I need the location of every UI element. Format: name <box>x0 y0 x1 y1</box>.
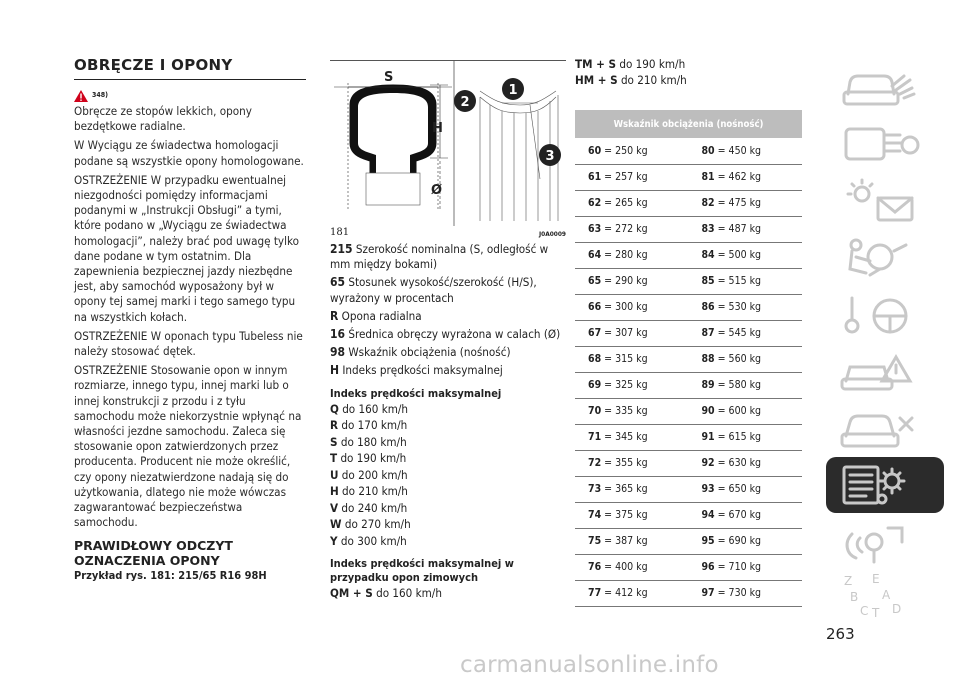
table-row <box>575 294 802 320</box>
table-cell: 83 = 487 kg <box>688 216 802 242</box>
page-number: 263 <box>826 625 855 643</box>
table-cell: 87 = 545 kg <box>688 320 802 346</box>
table-row <box>575 424 802 450</box>
table-cell: 81 = 462 kg <box>688 164 802 190</box>
table-row <box>575 528 802 554</box>
watermark: carmanualsonline.info <box>460 652 719 678</box>
speed-item: Q do 160 km/h <box>330 401 409 416</box>
warning-ref-number: 348) <box>92 91 109 99</box>
figure-caption <box>330 227 566 238</box>
table-cell: 94 = 670 kg <box>688 502 802 528</box>
column-load-index <box>575 56 802 607</box>
tab-lights[interactable] <box>826 115 944 171</box>
table-cell: 80 = 450 kg <box>688 138 802 164</box>
definition-item: R Opona radialna <box>330 308 422 323</box>
technical-data-icon <box>826 457 944 513</box>
table-row <box>575 138 802 164</box>
table-cell: 76 = 400 kg <box>575 554 688 580</box>
speed-item: U do 200 km/h <box>330 467 408 482</box>
section-title: OBRĘCZE I OPONY <box>74 56 306 80</box>
speed-item: W do 270 km/h <box>330 517 411 532</box>
svg-text:Z: Z <box>844 574 853 588</box>
table-cell: 68 = 315 kg <box>575 346 688 372</box>
tyre-cross-section-illustration <box>330 61 566 226</box>
table-row <box>575 372 802 398</box>
table-cell: 97 = 730 kg <box>688 580 802 606</box>
table-cell: 74 = 375 kg <box>575 502 688 528</box>
svg-text:B: B <box>850 590 859 604</box>
table-cell: 64 = 280 kg <box>575 242 688 268</box>
table-cell: 71 = 345 kg <box>575 424 688 450</box>
alphabetical-index-icon <box>826 571 944 627</box>
table-cell: 69 = 325 kg <box>575 372 688 398</box>
column-tyre-marking <box>330 60 566 602</box>
speed-item: V do 240 km/h <box>330 500 408 515</box>
svg-text:A: A <box>882 588 891 602</box>
table-row <box>575 216 802 242</box>
chapter-tabs <box>826 58 944 626</box>
table-cell: 91 = 615 kg <box>688 424 802 450</box>
car-dashboard-icon <box>826 58 944 114</box>
tab-maintenance[interactable] <box>826 400 944 456</box>
table-row <box>575 502 802 528</box>
svg-text:D: D <box>892 602 902 616</box>
table-cell: 77 = 412 kg <box>575 580 688 606</box>
speed-item: Y do 300 km/h <box>330 533 407 548</box>
table-cell: 75 = 387 kg <box>575 528 688 554</box>
table-row <box>575 190 802 216</box>
table-cell: 60 = 250 kg <box>575 138 688 164</box>
table-row <box>575 476 802 502</box>
svg-text:2: 2 <box>460 95 470 110</box>
speed-item: R do 170 km/h <box>330 418 408 433</box>
label-diameter: Ø <box>431 183 443 198</box>
tab-warnings[interactable] <box>826 172 944 228</box>
tyre-example: Przykład rys. 181: 215/65 R16 98H <box>74 569 267 583</box>
svg-text:E: E <box>872 572 880 586</box>
table-cell: 92 = 630 kg <box>688 450 802 476</box>
airbag-safety-icon <box>826 229 944 285</box>
tab-dashboard[interactable] <box>826 58 944 114</box>
table-header: Wskaźnik obciążenia (nośność) <box>575 110 802 138</box>
table-cell: 63 = 272 kg <box>575 216 688 242</box>
table-cell: 73 = 365 kg <box>575 476 688 502</box>
label-s: S <box>384 70 394 85</box>
paragraph-3: OSTRZEŻENIE W przypadku ewentualnej niezgodności pomiędzy informacjami podanymi w „Instrukcji Obsługi” a tymi, które podano w „Wyciągu ze świadectwa homologacji”, należy brać pod uwagę tylko dane podane w tym ostatnim. Dla zapewnienia bezpiecznej jazdy niezbędne jest, aby samochód wyposażony był w opony tej samej marki i tego samego typu na wszystkich kołach. <box>74 172 299 324</box>
car-emergency-icon <box>826 343 944 399</box>
table-cell: 84 = 500 kg <box>688 242 802 268</box>
table-cell: 95 = 690 kg <box>688 528 802 554</box>
table-row <box>575 554 802 580</box>
table-row <box>575 242 802 268</box>
winter-speed-item: TM + S do 190 km/h <box>575 57 686 71</box>
label-h: H <box>432 121 443 136</box>
speed-index-list <box>330 401 566 550</box>
table-row <box>575 398 802 424</box>
table-cell: 86 = 530 kg <box>688 294 802 320</box>
table-row <box>575 580 802 606</box>
definition-item: 215 Szerokość nominalna (S, odległość w mm między bokami) <box>330 242 549 272</box>
tab-technical-data[interactable] <box>826 457 944 513</box>
winter-speed-heading: Indeks prędkości maksymalnej w przypadku opon zimowych <box>330 557 514 585</box>
figure-code: J0A0009 <box>538 230 566 238</box>
car-lights-icon <box>826 115 944 171</box>
svg-text:3: 3 <box>545 149 555 164</box>
speed-item: H do 210 km/h <box>330 484 408 499</box>
table-cell: 70 = 335 kg <box>575 398 688 424</box>
paragraph-2: W Wyciągu ze świadectwa homologacji podane są wszystkie opony homologowane. <box>74 138 304 168</box>
figure-number: 181 <box>330 227 350 238</box>
tyre-diagram <box>330 60 566 225</box>
speed-index-heading: Indeks prędkości maksymalnej <box>330 386 502 400</box>
table-cell: 62 = 265 kg <box>575 190 688 216</box>
tab-safety[interactable] <box>826 229 944 285</box>
table-cell: 89 = 580 kg <box>688 372 802 398</box>
table-cell: 65 = 290 kg <box>575 268 688 294</box>
load-index-table <box>575 110 802 607</box>
definition-item: H Indeks prędkości maksymalnej <box>330 363 503 378</box>
speed-item: T do 190 km/h <box>330 451 407 466</box>
winter-speed-item: QM + S do 160 km/h <box>330 586 442 601</box>
definition-item: 65 Stosunek wysokość/szerokość (H/S), wyrażony w procentach <box>330 275 537 305</box>
warning-triangle-icon <box>74 90 88 102</box>
table-row <box>575 320 802 346</box>
table-cell: 72 = 355 kg <box>575 450 688 476</box>
paragraph-5: OSTRZEŻENIE Stosowanie opon w innym rozmiarze, innego typu, innej marki lub o innej konstrukcji z przodu i z tyłu samochodu może niekorzystnie wpłynąć na własności jezdne samochodu. Zaleca się stosowanie opon zatwierdzonych przez producenta. Producent nie może określić, czy opony niezatwierdzone nadają się do użytkowania, dlatego nie może wówczas zagwarantować bezpieczeństwa samochodu. <box>74 363 302 530</box>
table-cell: 96 = 710 kg <box>688 554 802 580</box>
tab-multimedia[interactable] <box>826 514 944 570</box>
tab-index[interactable] <box>826 571 944 627</box>
table-row <box>575 346 802 372</box>
key-steering-wheel-icon <box>826 286 944 342</box>
warning-reference <box>74 90 306 104</box>
callout-3 <box>539 144 561 166</box>
definition-item: 98 Wskaźnik obciążenia (nośność) <box>330 345 511 360</box>
paragraph-4: OSTRZEŻENIE W oponach typu Tubeless nie należy stosować dętek. <box>74 328 303 359</box>
speed-item: S do 180 km/h <box>330 434 407 449</box>
svg-text:C: C <box>860 604 869 618</box>
table-row <box>575 268 802 294</box>
winter-speed-item: HM + S do 210 km/h <box>575 73 687 87</box>
tab-starting[interactable] <box>826 286 944 342</box>
callout-1 <box>502 78 524 100</box>
paragraph-1: Obręcze ze stopów lekkich, opony bezdętkowe radialne. <box>74 104 252 134</box>
car-maintenance-icon <box>826 400 944 456</box>
callout-2 <box>454 90 476 112</box>
tab-emergency[interactable] <box>826 343 944 399</box>
table-cell: 67 = 307 kg <box>575 320 688 346</box>
svg-text:1: 1 <box>508 83 518 98</box>
definition-item: 16 Średnica obręczy wyrażona w calach (Ø) <box>330 327 561 342</box>
svg-text:T: T <box>872 606 880 620</box>
table-row <box>575 450 802 476</box>
table-cell: 82 = 475 kg <box>688 190 802 216</box>
column-tyres-intro <box>74 56 306 582</box>
definition-list <box>330 242 566 379</box>
subsection-title: PRAWIDŁOWY ODCZYT OZNACZENIA OPONY <box>74 538 233 569</box>
table-cell: 66 = 300 kg <box>575 294 688 320</box>
table-cell: 93 = 650 kg <box>688 476 802 502</box>
warning-lights-message-icon <box>826 172 944 228</box>
table-cell: 90 = 600 kg <box>688 398 802 424</box>
table-cell: 61 = 257 kg <box>575 164 688 190</box>
table-cell: 88 = 560 kg <box>688 346 802 372</box>
table-cell: 85 = 515 kg <box>688 268 802 294</box>
table-row <box>575 164 802 190</box>
multimedia-icon <box>826 514 944 570</box>
